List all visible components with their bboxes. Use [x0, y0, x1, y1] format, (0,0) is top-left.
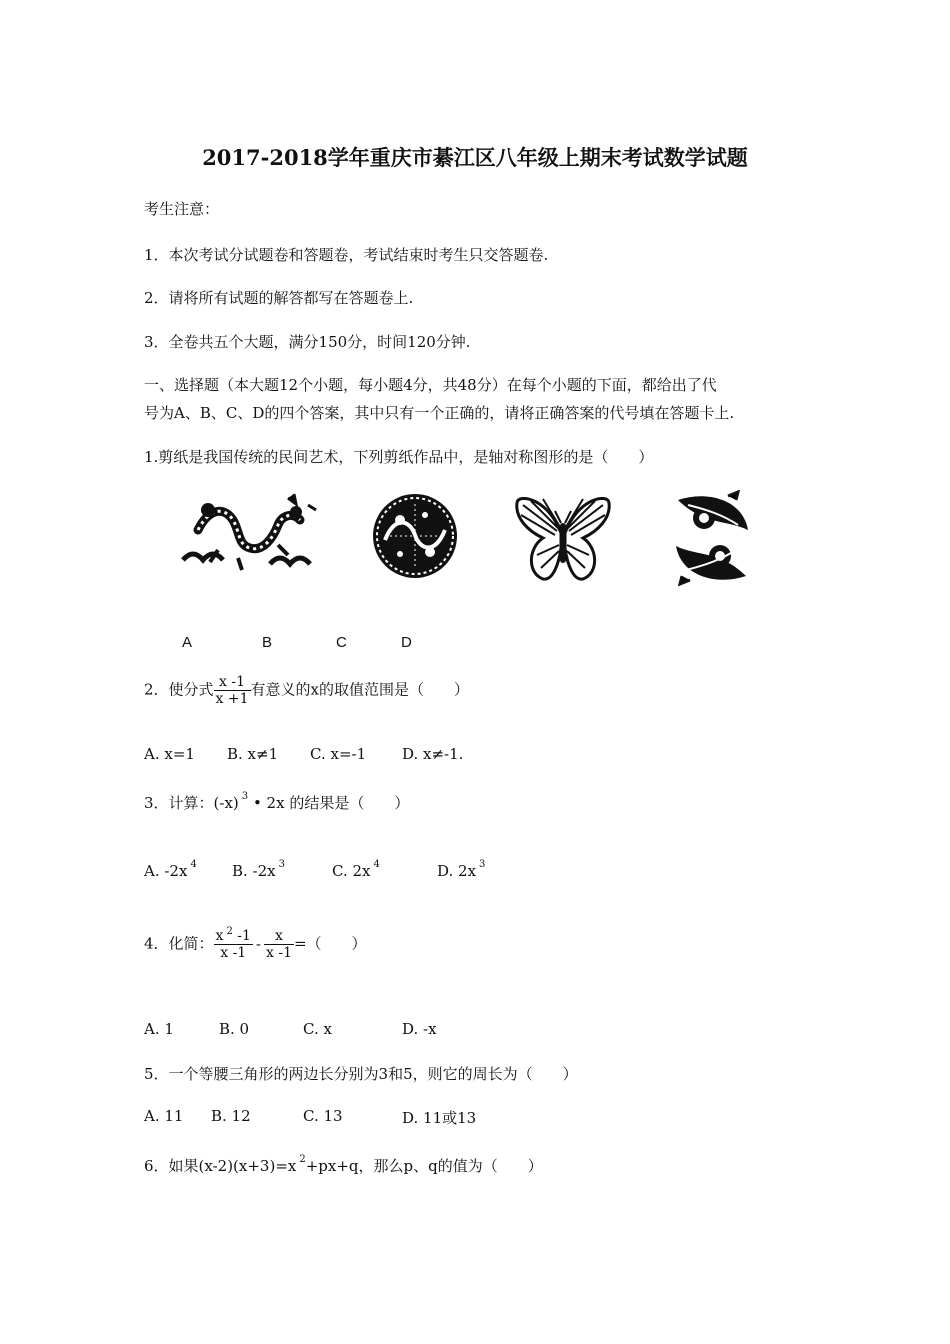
exponent: 4 — [190, 859, 197, 870]
fraction-numerator — [214, 928, 253, 945]
option-c — [332, 859, 380, 880]
question-2-prefix: 2．使分式 — [144, 680, 214, 699]
option-d — [437, 859, 486, 880]
notice-heading: 考生注意： — [144, 200, 220, 218]
exponent: 3 — [241, 791, 249, 802]
option-a: A. 1 — [144, 1020, 174, 1038]
option-label-b: B — [262, 634, 273, 651]
question-2-suffix: 有意义的x的取值范围是（ ） — [250, 680, 469, 699]
fraction-denominator: x -1 — [220, 945, 247, 961]
option-a: A. x=1 — [144, 745, 195, 763]
question-5: 5．一个等腰三角形的两边长分别为3和5，则它的周长为（ ） — [144, 1065, 578, 1083]
exponent: 2 — [299, 1154, 306, 1165]
numerator-base: x — [215, 928, 224, 944]
option-d: D. 11或13 — [402, 1109, 477, 1127]
option-c: C. x — [303, 1020, 332, 1038]
minus-sign: - — [255, 934, 261, 953]
fraction-numerator: x — [264, 928, 294, 945]
fraction-denominator: x -1 — [266, 945, 292, 961]
section-instructions-line1: 一、选择题（本大题12个小题，每小题4分，共48分）在每个小题的下面，都给出了代 — [144, 376, 717, 394]
exponent: 3 — [479, 859, 486, 870]
option-b: B. 0 — [219, 1020, 250, 1038]
fraction — [214, 928, 253, 961]
question-4-prefix: 4．化简： — [144, 934, 214, 953]
option-a-base: A. -2x — [144, 862, 188, 880]
question-4 — [144, 928, 367, 961]
question-3-prefix: 3．计算：(-x) — [144, 794, 239, 812]
fraction — [214, 674, 251, 707]
option-b: B. x≠1 — [227, 745, 279, 763]
fraction-denominator: x +1 — [215, 691, 249, 707]
option-c: C. 13 — [303, 1107, 343, 1125]
option-b — [232, 859, 286, 880]
question-3-suffix: • 2x 的结果是（ ） — [252, 794, 410, 812]
option-a: A. 11 — [144, 1107, 184, 1125]
notice-item: 3．全卷共五个大题，满分150分，时间120分钟. — [144, 333, 471, 351]
exponent: 2 — [226, 926, 233, 937]
numerator-tail: -1 — [232, 928, 251, 944]
option-label-a: A — [182, 634, 193, 651]
option-a — [144, 859, 197, 880]
notice-item: 1．本次考试分试题卷和答题卷，考试结束时考生只交答题卷. — [144, 246, 549, 264]
leaf-papercut-image — [668, 490, 756, 586]
exponent: 4 — [373, 859, 380, 870]
option-d: D. -x — [402, 1020, 437, 1038]
fraction — [264, 928, 294, 961]
page-title: 2017-2018学年重庆市綦江区八年级上期末考试数学试题 — [202, 145, 748, 170]
question-2 — [144, 674, 469, 707]
notice-item: 2．请将所有试题的解答都写在答题卷上. — [144, 289, 414, 307]
option-c: C. x=-1 — [310, 745, 367, 763]
option-label-c: C — [336, 634, 347, 651]
option-d: D. x≠-1. — [402, 745, 464, 763]
option-b: B. 12 — [211, 1107, 251, 1125]
dragon-papercut-image — [178, 490, 324, 580]
option-b-base: B. -2x — [232, 862, 276, 880]
question-3 — [144, 792, 409, 813]
question-6 — [144, 1155, 543, 1176]
question-1: 1.剪纸是我国传统的民间艺术，下列剪纸作品中，是轴对称图形的是（ ） — [144, 448, 654, 466]
question-6-prefix: 6．如果(x-2)(x+3)=x — [144, 1157, 297, 1175]
section-instructions-line2: 号为A、B、C、D的四个答案，其中只有一个正确的，请将正确答案的代号填在答题卡上. — [144, 404, 735, 422]
exponent: 3 — [278, 859, 286, 870]
option-c-base: C. 2x — [332, 862, 371, 880]
butterfly-papercut-image — [513, 493, 613, 585]
question-4-suffix: =（ ） — [293, 934, 367, 953]
round-papercut-image — [370, 490, 460, 582]
option-d-base: D. 2x — [437, 862, 477, 880]
option-label-d: D — [401, 634, 412, 651]
question-6-suffix: +px+q，那么p、q的值为（ ） — [305, 1157, 543, 1175]
fraction-numerator: x -1 — [214, 674, 251, 691]
